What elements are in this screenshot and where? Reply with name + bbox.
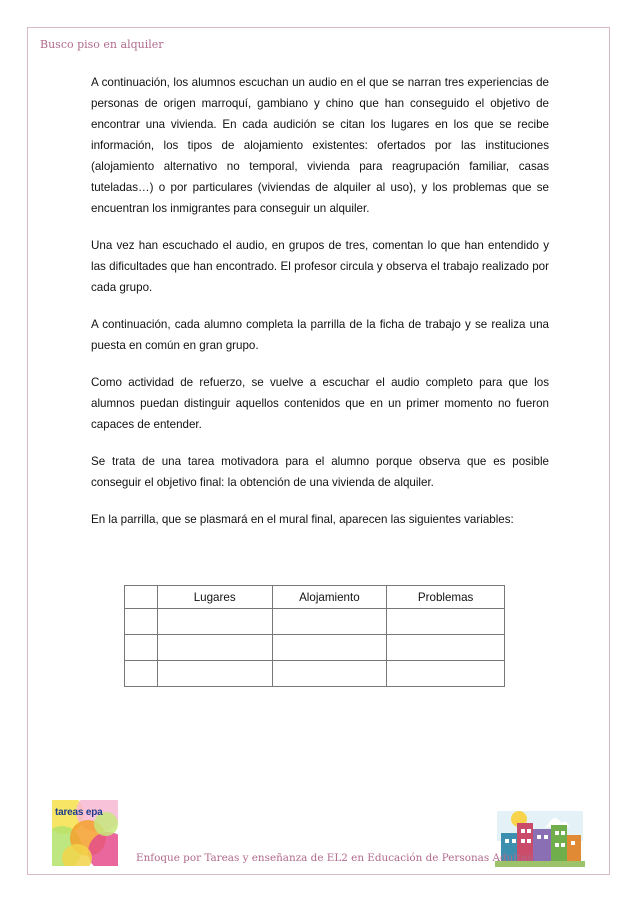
table-cell: [387, 609, 505, 635]
paragraph: A continuación, cada alumno completa la parrilla de la ficha de trabajo y se realiza una puesta en común en gran grupo.: [91, 318, 549, 352]
paragraph: En la parrilla, que se plasmará en el mural final, aparecen las siguientes variables:: [91, 513, 514, 526]
paragraph: Una vez han escuchado el audio, en grupos de tres, comentan lo que han entendido y las dificultades que han encontrado. El profesor circula y observa el trabajo realizado por cada grupo.: [91, 239, 549, 294]
table-row: [125, 609, 505, 635]
table-cell: [157, 635, 272, 661]
paragraph: Se trata de una tarea motivadora para el alumno porque observa que es posible conseguir el objetivo final: la obtención de una vivienda de alquiler.: [91, 455, 549, 489]
logo-text: tareas epa: [55, 807, 103, 818]
main-content: [91, 72, 549, 530]
table-header-cell: Problemas: [387, 586, 505, 609]
table-cell: [387, 635, 505, 661]
tareas-epa-logo-icon: [52, 800, 118, 866]
paragraph: A continuación, los alumnos escuchan un audio en el que se narran tres experiencias de personas de origen marroquí, gambiano y chino que han conseguido el objetivo de encontrar una vivienda. En cada audición se citan los lugares en los que se recibe información, los tipos de alojamiento existentes: ofertados por las instituciones (alojamiento alternativo no temporal, vivienda para reagrupación familiar, casas tuteladas…) o por particulares (viviendas de alquiler al uso), y los problemas que se encuentran los inmigrantes para conseguir un alquiler.: [91, 76, 549, 215]
table-cell: [157, 609, 272, 635]
table-header-row: [125, 586, 505, 609]
header-title: Busco piso en alquiler: [40, 38, 164, 51]
table-cell: [272, 635, 387, 661]
table-cell: [125, 661, 158, 687]
table-cell: [125, 635, 158, 661]
table-cell: [157, 661, 272, 687]
table-cell: [125, 609, 158, 635]
table-cell: [272, 609, 387, 635]
table-header-cell: Lugares: [157, 586, 272, 609]
footer-text: Enfoque por Tareas y enseñanza de EL2 en Educación de Personas Adultas: [136, 852, 533, 864]
table-cell: [272, 661, 387, 687]
paragraph: Como actividad de refuerzo, se vuelve a escuchar el audio completo para que los alumnos puedan distinguir aquellos contenidos que en un primer momento no fueron capaces de entender.: [91, 376, 549, 431]
table-row: [125, 661, 505, 687]
table-row: [125, 635, 505, 661]
table-header-cell: [125, 586, 158, 609]
table-cell: [387, 661, 505, 687]
variables-table: [124, 585, 505, 687]
table-header-cell: Alojamiento: [272, 586, 387, 609]
